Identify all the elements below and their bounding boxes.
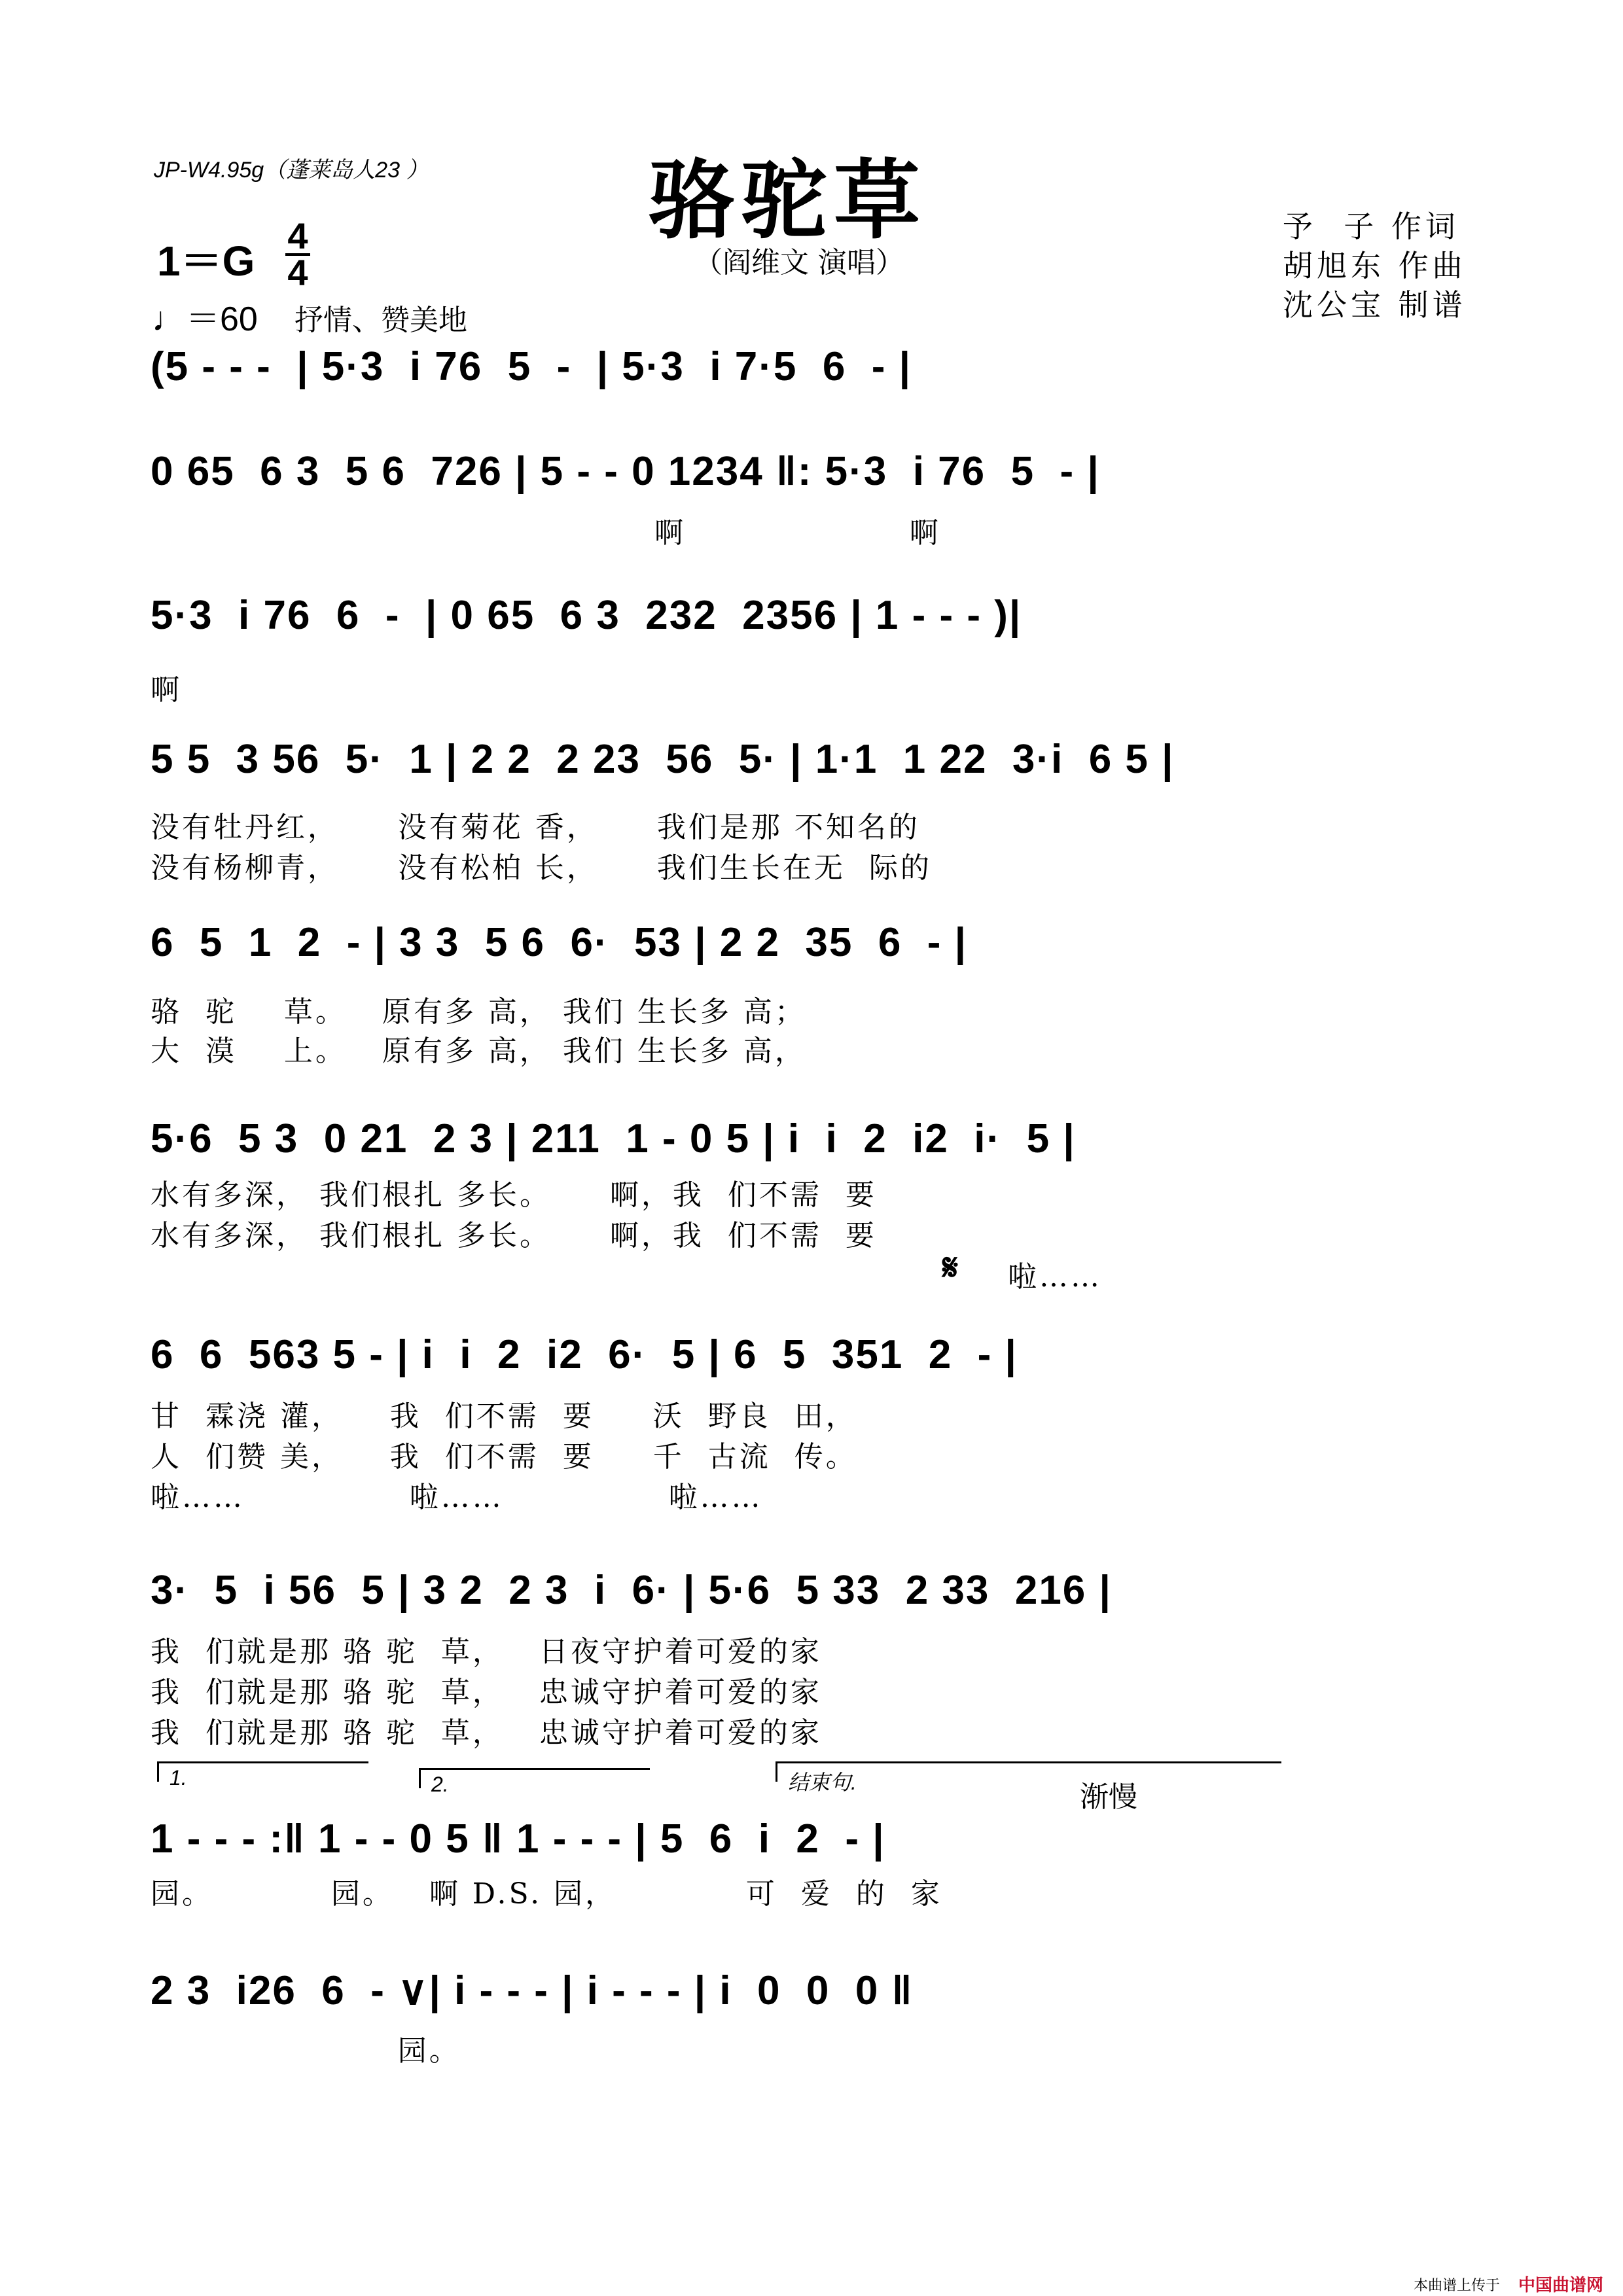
notes: 5·6 5 3 0 21 2 3 | 211 1 - 0 5 | i i 2 i2 i· 5 | (151, 1116, 1076, 1161)
transcriber-credit: 沈公宝 制谱 (1283, 287, 1467, 323)
key-signature: 1＝G (157, 238, 255, 285)
segno-icon: 𝄋 (942, 1246, 959, 1289)
lyricist-credit: 予 子 作词 (1283, 209, 1459, 244)
expression-marking: 抒情、赞美地 (294, 304, 467, 337)
lyrics-line-8-verse-2: 我 们就是那 骆 驼 草， 忠诚守护着可爱的家 (151, 1676, 822, 1709)
notes: 1 - - - :‖ 1 - - 0 5 ‖ 1 - - - | 5 6 i 2 - | (151, 1816, 885, 1862)
coda-label: 结束句. (788, 1771, 857, 1794)
lyrics-line-6-verse-1: 水有多深， 我们根扎 多长。 啊，我 们不需 要 (151, 1178, 877, 1212)
segno-lyric: 啦…… (1008, 1260, 1102, 1294)
coda-bracket (776, 1761, 1281, 1794)
volta-2-label: 2. (431, 1773, 449, 1796)
composer-credit: 胡旭东 作曲 (1283, 248, 1467, 283)
time-top: 4 (287, 215, 308, 256)
volta-1-label: 1. (169, 1766, 187, 1790)
lyrics-line-8-verse-1: 我 们就是那 骆 驼 草， 日夜守护着可爱的家 (151, 1635, 822, 1669)
tempo-marking: ♩＝60 (152, 300, 258, 338)
footer-text: 本曲谱上传于 (1414, 2278, 1501, 2294)
notes: 3· 5 i 56 5 | 3 2 2 3 i 6· | 5·6 5 33 2 33 216 | (151, 1568, 1112, 1613)
volta-1-bracket (157, 1761, 368, 1790)
performer: （阎维文 演唱） (694, 246, 904, 279)
lyrics-line-3-verse-1: 啊 (151, 673, 182, 707)
lyrics-line-9-verse-1: 园。 园。 啊 D.S. 园， 可 爱 的 家 (151, 1877, 942, 1911)
page-title: 骆驼草 (648, 150, 927, 251)
lyrics-line-4-verse-2: 没有杨柳青， 没有松柏 长， 我们生长在无 际的 (151, 851, 932, 885)
lyrics-line-10-verse-1: 园。 (151, 2034, 461, 2068)
lyrics-line-2-verse-1: 啊 啊 (654, 516, 941, 550)
notes: 2 3 i26 6 - ∨| i - - - | i - - - | i 0 0 0 ‖ (151, 1968, 914, 2013)
notes: 5·3 i 76 6 - | 0 65 6 3 232 2356 | 1 - - - )| (151, 593, 1022, 638)
lyrics-line-6-verse-2: 水有多深， 我们根扎 多长。 啊，我 们不需 要 (151, 1219, 877, 1252)
staff-line-1 (151, 344, 1479, 461)
lyrics-line-7-verse-1: 甘 霖浇 灌， 我 们不需 要 沃 野良 田， (151, 1400, 857, 1433)
time-bottom: 4 (287, 252, 308, 293)
source-tag: JP-W4.95g（蓬莱岛人23 ） (154, 158, 429, 183)
lyrics-line-5-verse-2: 大 漠 上。 原有多 高， 我们 生长多 高， (151, 1034, 806, 1068)
notes: 6 5 1 2 - | 3 3 5 6 6· 53 | 2 2 35 6 - | (151, 920, 967, 965)
notes: 5 5 3 56 5· 1 | 2 2 2 23 56 5· | 1·1 1 22 3·i 6 5 | (151, 737, 1175, 782)
notes: 6 6 563 5 - | i i 2 i2 6· 5 | 6 5 351 2 - | (151, 1332, 1018, 1377)
lyrics-line-5-verse-1: 骆 驼 草。 原有多 高， 我们 生长多 高； (151, 995, 806, 1029)
footer-site-logo[interactable]: 中国曲谱网 (1518, 2276, 1604, 2295)
ritardando-marking: 渐慢 (1080, 1780, 1137, 1814)
lyrics-line-8-verse-3: 我 们就是那 骆 驼 草， 忠诚守护着可爱的家 (151, 1716, 822, 1750)
notes: 0 65 6 3 5 6 726 | 5 - - 0 1234 ‖: 5·3 i 76 5 - | (151, 449, 1100, 494)
notes: (5 - - - | 5·3 i 76 5 - | 5·3 i 7·5 6 - | (151, 344, 912, 389)
lyrics-line-4-verse-1: 没有牡丹红， 没有菊花 香， 我们是那 不知名的 (151, 811, 920, 844)
lyrics-line-7-verse-3: 啦…… 啦…… 啦…… (151, 1481, 763, 1514)
lyrics-line-7-verse-2: 人 们赞 美， 我 们不需 要 千 古流 传。 (151, 1440, 857, 1474)
volta-2-bracket (419, 1768, 650, 1796)
time-signature (281, 215, 314, 293)
